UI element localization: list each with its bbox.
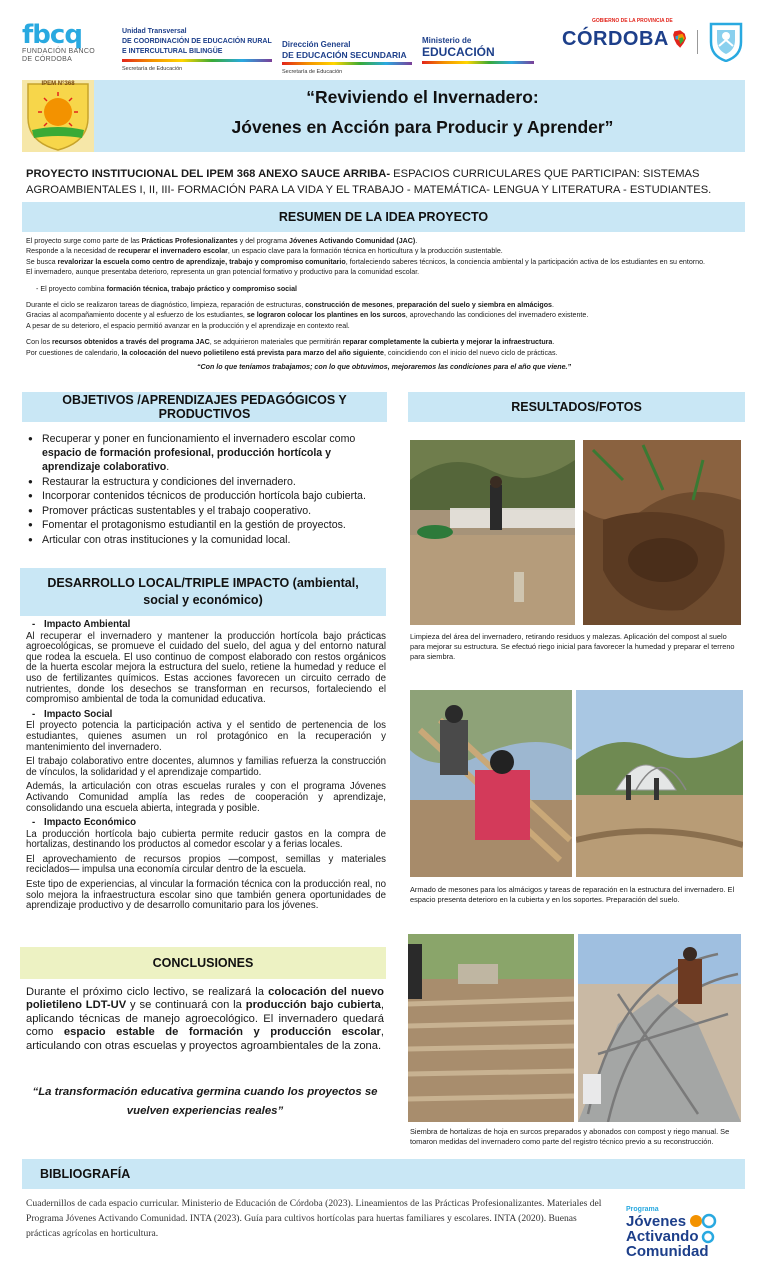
impacto-ambiental-title: - Impacto Ambiental [26,620,386,631]
list-item [28,489,388,503]
text-run: Recuperar y poner en funcionamiento el invernadero escolar como [42,433,356,445]
section-heading-bibliografia: BIBLIOGRAFÍA [22,1159,745,1189]
school-crest-icon [22,80,94,152]
jac-circle-icon [701,1230,715,1244]
text-run: . [415,237,418,245]
impacto-economico-title: - Impacto Económico [26,818,386,829]
project-subjects: ESPACIOS CURRICULARES QUE PARTICIPAN: SISTEMAS AGROAMBIENTALES I, II, III- FORMACIÓN PARA LA VIDA Y EL TRABAJO - MATEMÁTICA- LENGUA Y LITERATURA - ESTUDIANTES. [26,168,712,196]
section-heading-objetivos: OBJETIVOS /APRENDIZAJES PEDAGÓGICOS Y PRODUCTIVOS [22,392,387,422]
bold-text: revalorizar la escuela como centro de aprendizaje, trabajo y compromiso comunitario [57,257,346,266]
section-heading-resultados: RESULTADOS/FOTOS [408,392,745,422]
jac-logo-word3: Comunidad [626,1243,709,1260]
dg-color-bar [282,62,412,65]
list-item [28,533,388,547]
cordoba-logo [562,18,687,64]
ut-line2: DE COORDINACIÓN DE EDUCACIÓN RURAL [122,38,272,45]
impacto-social-text: El trabajo colaborativo entre docentes, alumnos y familias refuerza la construcción de vínculos, la solidaridad y el aprendizaje compartido. [26,756,386,778]
cordoba-logo-wordmark: CÓRDOBA [562,28,669,50]
resumen-paragraph [26,321,742,331]
impacto-ambiental-text: Al recuperar el invernadero y mantener la producción hortícola bajo prácticas agroecológicas, se promueve el cuidado del suelo, del agua y del entorno natural que rodea la escuela. El uso continuo de compost elaborado con restos orgánicos de la huerta escolar mejora la estructura del suelo, retiene la humedad y reduce el uso de fertilizantes químicos. Estas acciones favorecen un circuito cerrado de nutrientes, donde los desechos se transforman en recursos, fortaleciendo el compromiso ambiental de toda la comunidad educativa. [26,630,386,706]
text-run: . [166,461,170,473]
bold-text: Jóvenes Activando Comunidad (JAC) [289,237,416,245]
dg-line1: Dirección General [282,40,351,49]
bold-text: preparación del suelo y siembra en almácigos [396,301,552,310]
text-run: Promover prácticas sustentables y el trabajo cooperativo. [42,504,312,517]
impacto-social-text: Además, la articulación con otras escuelas rurales y con el programa Jóvenes Activando Comunidad amplía las redes de cooperación y aprendizaje, consolidando una escuela abierta, integrada y posible. [26,781,386,814]
ministerio-educacion-logo [422,36,534,66]
text-run: Gracias al acompañamiento docente y al esfuerzo de los estudiantes, [26,311,247,320]
text-run: , se adquirieron materiales que permitirán [209,338,343,347]
photo-greenhouse-measurement [578,934,741,1122]
text-run: , articulando con otras escuelas y proyectos agroambientales de la zona. [26,1026,385,1052]
school-crest-text: IPEM N°368 [41,81,75,87]
jac-logo-word2: Activando [626,1228,699,1245]
fbcq-logo [22,22,100,70]
text-run: , aplicando técnicas de manejo agroecológico. El invernadero quedará como [26,999,384,1039]
text-run: , [392,301,397,310]
resumen-paragraph [26,246,742,256]
bold-text: la colocación del nuevo polietileno está prevista para marzo del año siguiente [121,348,384,357]
text-run: - El proyecto combina [36,284,107,293]
bold-text: Prácticas Profesionalizantes [141,237,238,245]
fbcq-logo-line1: FUNDACIÓN BANCO [22,48,95,55]
resumen-bullet [26,284,742,294]
list-item [28,475,388,489]
impacto-economico-text: La producción hortícola bajo cubierta permite reducir gastos en la compra de hortalizas, destinando los productos al comedor escolar y a ferias locales. [26,828,386,851]
jac-logo [626,1206,746,1264]
list-item [28,518,388,532]
text-run: y del programa [237,237,289,245]
section-heading-resumen: RESUMEN DE LA IDEA PROYECTO [22,202,745,232]
jac-logo-programa: Programa [626,1206,659,1213]
text-run: Con los [26,338,53,347]
text-run: Incorporar contenidos técnicos de producción hortícola bajo cubierta. [42,490,366,502]
text-run: Durante el ciclo se realizaron tareas de diagnóstico, limpieza, reparación de estructuras, [26,301,306,310]
bold-text: recuperar el invernadero escolar [117,247,228,256]
text-run: A pesar de su deterioro, el espacio permitió avanzar en la producción y el aprendizaje en contexto real. [26,321,350,330]
text-run: y se continuará con la [126,999,246,1012]
fbcq-logo-wordmark: fbcq [22,20,82,50]
bold-text: reparar completamente la cubierta y mejorar la infraestructura [342,338,553,347]
cordoba-logo-small: GOBIERNO DE LA PROVINCIA DE [592,18,673,24]
jac-sun-icon [688,1213,718,1229]
resumen-paragraph [26,348,742,358]
objetivos-list [28,432,388,547]
project-description [26,166,744,198]
text-run: El proyecto surge como parte de las [26,237,142,245]
impacto-economico-text: Este tipo de experiencias, al vincular la formación técnica con la producción real, no solo mejora la infraestructura escolar sino que también genera oportunidades de aprendizaje productivo y de desarrollo comunitario para los jóvenes. [26,879,386,912]
photo-greenhouse-structure [576,690,743,877]
desarrollo-body [26,620,386,916]
resumen-quote: “Con lo que teníamos trabajamos; con lo que obtuvimos, mejoraremos las condiciones para el año que viene.” [196,363,572,372]
text-run: , coincidiendo con el inicio del nuevo ciclo de prácticas. [383,348,558,357]
cordoba-map-icon [672,24,687,54]
bold-text: espacio de formación profesional, producción hortícola y aprendizaje colaborativo [42,447,332,473]
bold-text: formación técnica, trabajo práctico y compromiso social [106,284,297,293]
resumen-paragraph [26,310,742,320]
ut-line4: Secretaría de Educación [122,66,183,72]
me-line1: Ministerio de [422,36,472,45]
unidad-transversal-logo [122,27,272,74]
impacto-social-title: - Impacto Social [26,710,386,721]
text-run: . [551,301,554,310]
dg-line4: Secretaría de Educación [282,69,343,75]
bold-text: espacio estable de formación y producción escolar [63,1026,381,1039]
text-run: Responde a la necesidad de [26,247,118,256]
bold-text: producción bajo cubierta [245,999,381,1012]
fbcq-logo-line2: DE CÓRDOBA [22,56,73,63]
page-title-line2: Jóvenes en Acción para Producir y Aprender” [231,117,614,137]
bold-text: se lograron colocar los plantines en los surcos [246,311,406,320]
text-run: , un espacio clave para la formación técnica en horticultura y la producción sustentable. [227,247,503,256]
list-item [28,432,388,474]
page-title-line1: “Reviviendo el Invernadero: [306,87,539,107]
text-run: Se busca [26,257,58,266]
dg-line2: DE EDUCACIÓN SECUNDARIA [282,50,407,60]
resumen-body [26,236,742,372]
bold-text: recursos obtenidos a través del programa JAC [52,338,210,347]
text-run: Fomentar el protagonismo estudiantil en la gestión de proyectos. [42,519,346,531]
province-shield-icon [707,20,745,62]
text-run: Durante el próximo ciclo lectivo, se realizará la [26,986,269,998]
jac-logo-word1: Jóvenes [626,1212,687,1230]
ut-line1: Unidad Transversal [122,28,187,35]
me-line2: EDUCACIÓN [422,45,495,59]
conclusiones-text [26,986,384,1053]
bold-text: colocación del nuevo polietileno LDT-UV [26,986,384,1012]
direccion-general-logo [282,40,412,77]
section-heading-conclusiones: CONCLUSIONES [20,947,386,979]
photo-caption-2: Armado de mesones para los almácigos y tareas de reparación en la estructura del invernadero. El espacio presenta deterioro en la cubierta y en los soportes. Preparación del suelo. [410,885,735,904]
text-run: Por cuestiones de calendario, [26,348,122,357]
bold-text: construcción de mesones [305,301,393,310]
resumen-paragraph [26,267,742,277]
section-heading-desarrollo: DESARROLLO LOCAL/TRIPLE IMPACTO (ambiental, social y económico) [20,568,386,616]
text-run: Restaurar la estructura y condiciones del invernadero. [42,475,296,488]
resumen-paragraph [26,257,742,267]
impacto-economico-text: El aprovechamiento de recursos propios —compost, semillas y materiales reciclados— impulsa una economía circular dentro de la escuela. [26,853,386,876]
me-color-bar [422,61,534,64]
text-run: El invernadero, aunque presentaba deterioro, representa un gran potencial formativo y productivo para la comunidad escolar. [26,268,420,277]
photo-building-tables [410,690,572,877]
photo-cleaning-area [410,440,575,625]
impacto-social-text: El proyecto potencia la participación activa y el sentido de pertenencia de los estudiantes, quienes asumen un rol protagónico en la recuperación y mantenimiento del invernadero. [26,720,386,753]
text-run: , fortaleciendo saberes técnicos, la conciencia ambiental y la participación activa de los estudiantes en su entorno. [345,257,705,266]
header-separator [697,30,698,54]
ut-color-bar [122,59,272,62]
bibliografia-text: Cuadernillos de cada espacio curricular. Ministerio de Educación de Córdoba (2023). Lineamientos de las Prácticas Profesionalizantes. Materiales del Programa Jóvenes Activando Comunidad. INTA (2023). Guía para cultivos hortícolas para huertas familiares y escolares. INTA (2020). Buenas prácticas agrícolas en horticultura. [26,1198,602,1239]
resumen-paragraph [26,337,742,347]
text-run: . [552,338,555,347]
photo-caption-1: Limpieza del área del invernadero, retirando residuos y malezas. Aplicación del compost al suelo para mejorar su estructura. Se efectuó riego inicial para favorecer la humedad y preparar el terreno para siembra. [410,632,735,661]
text-run: Articular con otras instituciones y la comunidad local. [42,533,291,546]
project-title: PROYECTO INSTITUCIONAL DEL IPEM 368 ANEXO SAUCE ARRIBA- [26,168,391,180]
list-item [28,504,388,518]
photo-sowing-furrows [408,934,574,1122]
resumen-paragraph [26,236,742,246]
conclusiones-quote: “La transformación educativa germina cuando los proyectos se vuelven experiencias reales” [32,1086,378,1117]
resumen-paragraph [26,300,742,310]
ut-line3: E INTERCULTURAL BILINGÜE [122,48,223,55]
photo-caption-3: Siembra de hortalizas de hoja en surcos preparados y abonados con compost y riego manual. Se tomaron medidas del invernadero como parte del registro técnico previo a su reconstrucción. [410,1127,730,1146]
photo-compost-soil [583,440,741,625]
text-run: , aprovechando las condiciones del invernadero existente. [405,311,589,320]
